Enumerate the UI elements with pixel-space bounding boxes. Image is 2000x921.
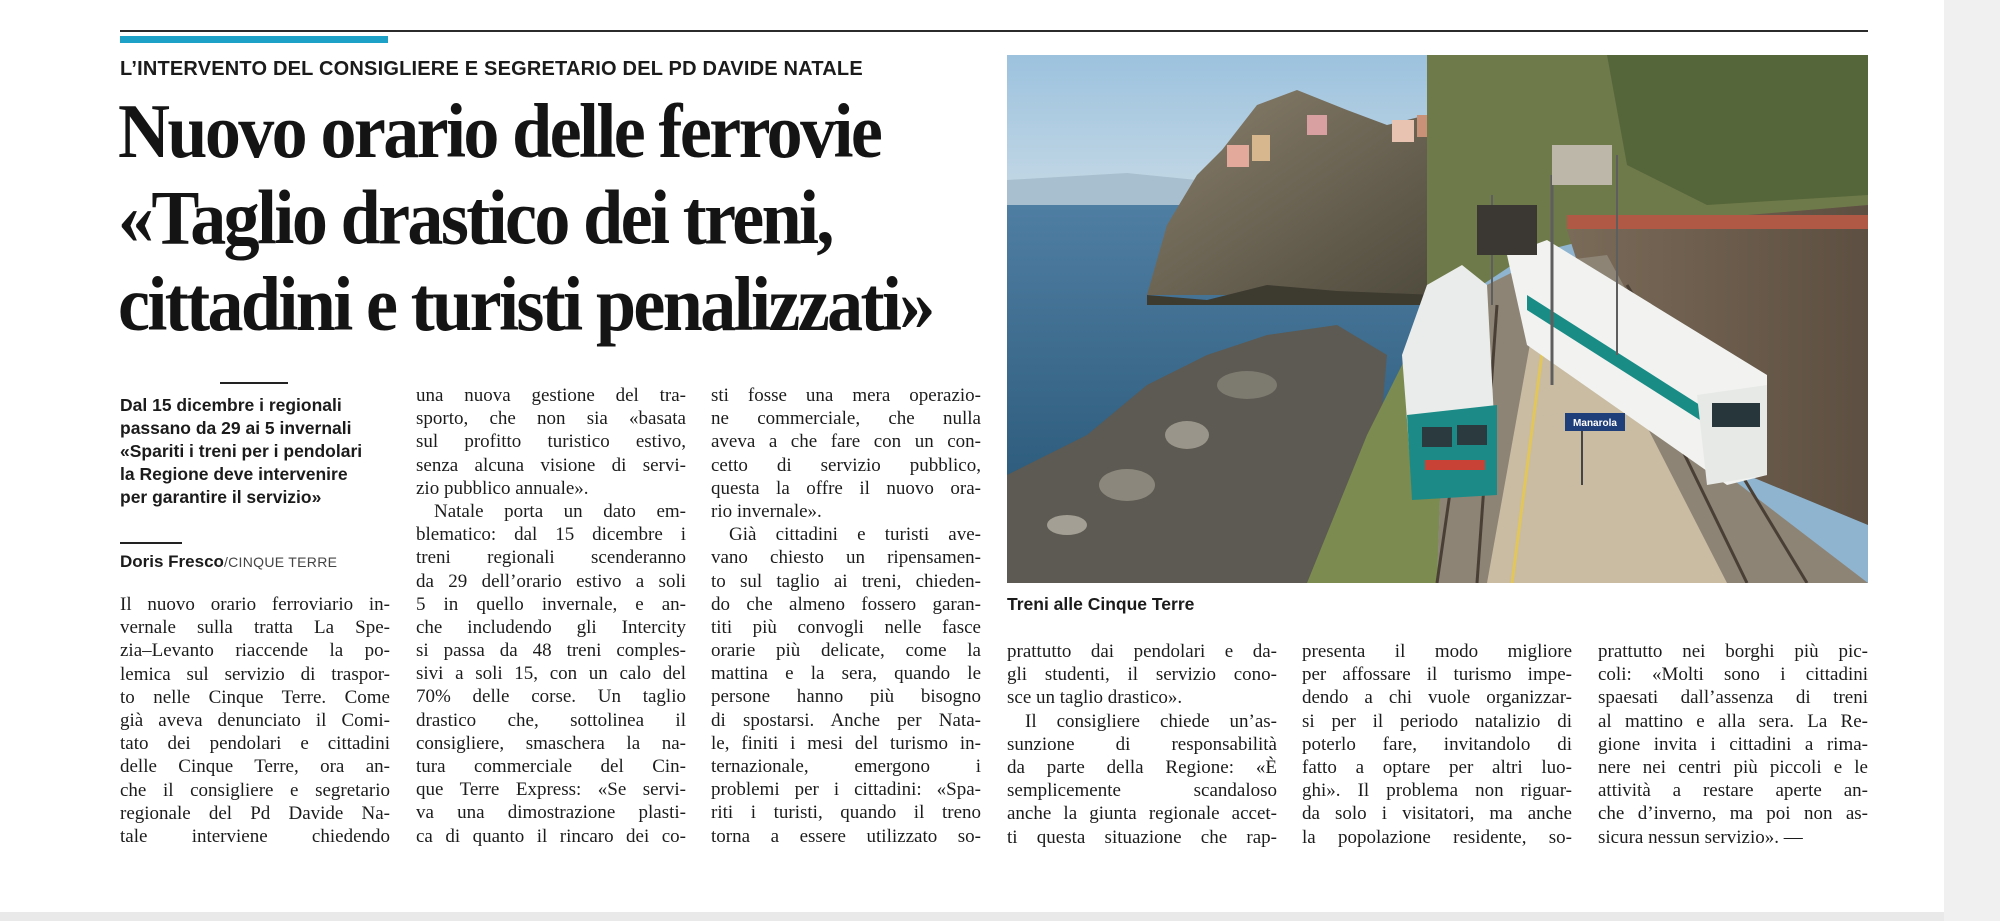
text-line: blematico: dal 15 dicembre i: [416, 524, 686, 546]
text-line: sce un taglio drastico».: [1007, 687, 1183, 709]
text-line: persone hanno più bisogno: [711, 686, 981, 708]
text-line: zia–Levanto riaccende la po-: [120, 640, 390, 662]
headline: [118, 88, 998, 347]
text-line: problemi per i cittadini: «Spa-: [711, 779, 981, 801]
text-line: una nuova gestione del tra-: [416, 385, 686, 406]
byline: [120, 552, 410, 572]
station-building: [1552, 145, 1612, 185]
train-window: [1457, 425, 1487, 445]
text-line: per affossare il turismo impe-: [1302, 664, 1572, 686]
rock: [1047, 515, 1087, 535]
text-line: coli: «Molti sono i cittadini: [1598, 664, 1868, 686]
deck-line: passano da 29 ai 5 invernali: [120, 418, 352, 438]
text-line: dendo a chi vuole organizzar-: [1302, 687, 1572, 709]
text-line: titi più convogli nelle fasce: [711, 616, 981, 638]
text-line: vano chiesto un ripensamen-: [711, 547, 981, 569]
text-line: drastico che, sottolinea il: [416, 709, 686, 731]
text-line: nere nei centri più piccoli e le: [1598, 756, 1868, 778]
house: [1307, 115, 1327, 135]
text-line: tura commerciale del Cin-: [416, 756, 686, 777]
text-line: zio pubblico annuale».: [416, 477, 589, 499]
text-line: ghi». Il problema non riguar-: [1302, 780, 1572, 802]
article-column-3: [711, 384, 981, 848]
text-line: sivi a soli 15, con un calo del: [416, 663, 686, 685]
article-column-4: [1007, 640, 1277, 849]
text-line: regionale del Pd Davide Na-: [120, 802, 390, 824]
text-line: mattina e la sera, quando le: [711, 663, 981, 685]
left-train-front: [1407, 405, 1497, 500]
byline-rule: [120, 542, 182, 544]
text-line: sunzione di responsabilità: [1007, 733, 1277, 755]
headline-line: «Taglio drastico dei treni,: [118, 174, 832, 261]
text-line: delle Cinque Terre, ora an-: [120, 756, 390, 778]
text-line: poterlo fare, invitandolo di: [1302, 733, 1572, 755]
text-line: anche la giunta regionale accet-: [1007, 803, 1277, 825]
text-line: sicura nessun servizio». —: [1598, 826, 1803, 848]
accent-bar: [120, 36, 388, 43]
text-line: 70% delle corse. Un taglio: [416, 686, 686, 708]
byline-author: Doris Fresco: [120, 552, 224, 571]
kicker: L’INTERVENTO DEL CONSIGLIERE E SEGRETARIO DEL PD DAVIDE NATALE: [120, 58, 863, 80]
text-line: ternazionale, emergono i: [711, 756, 981, 777]
train-stripe: [1425, 460, 1485, 470]
text-line: semplicemente scandaloso: [1007, 780, 1277, 802]
byline-location: /CINQUE TERRE: [223, 554, 338, 570]
article-column-5: [1302, 640, 1572, 849]
photo-illustration: [1007, 55, 1868, 583]
text-line: Già cittadini e turisti ave-: [729, 524, 981, 546]
text-line: al mattino e alla sera. La Re-: [1598, 710, 1868, 732]
text-line: gione invita i cittadini a rima-: [1598, 733, 1868, 755]
top-rule: [120, 30, 1868, 32]
text-line: di spostarsi. Anche per Nata-: [711, 709, 981, 731]
text-line: riti i turisti, quando il treno: [711, 802, 981, 824]
deck-line: Dal 15 dicembre i regionali: [120, 395, 342, 415]
deck-line: la Regione deve intervenire: [120, 464, 348, 484]
text-line: rio invernale».: [711, 500, 822, 522]
text-line: da solo i visitatori, ma anche: [1302, 803, 1572, 825]
text-line: consigliere, smaschera la na-: [416, 732, 686, 754]
text-line: ne commerciale, che nulla: [711, 408, 981, 430]
text-line: aveva a che fare con un con-: [711, 431, 981, 453]
train-window: [1712, 403, 1760, 427]
rock: [1217, 371, 1277, 399]
text-line: cetto di servizio pubblico,: [711, 454, 981, 476]
text-line: da parte della Regione: «È: [1007, 756, 1277, 778]
page-gutter: [1944, 0, 2000, 921]
train-window: [1422, 427, 1452, 447]
text-line: to sul taglio ai treni, chieden-: [711, 570, 981, 592]
text-line: tale interviene chiedendo: [120, 825, 390, 847]
text-line: presenta il modo migliore: [1302, 641, 1572, 662]
deck: [120, 394, 390, 509]
text-line: che includendo gli Intercity: [416, 616, 686, 638]
text-line: torna a essere utilizzato so-: [711, 825, 981, 847]
text-line: sporto, che non sia «basata: [416, 408, 686, 430]
rock: [1099, 469, 1155, 501]
article-photo: [1007, 55, 1868, 583]
text-line: sti fosse una mera operazio-: [711, 385, 981, 406]
text-line: questa la offre il nuovo ora-: [711, 477, 981, 499]
headline-line: cittadini e turisti penalizzati»: [118, 260, 933, 348]
text-line: si per il periodo natalizio di: [1302, 710, 1572, 732]
text-line: Natale porta un dato em-: [434, 500, 686, 522]
text-line: to nelle Cinque Terre. Come: [120, 686, 390, 708]
article-column-1: [120, 593, 390, 848]
text-line: lemica sul servizio di traspor-: [120, 663, 390, 685]
right-train-front: [1697, 385, 1767, 485]
headline-line: Nuovo orario delle ferrovie: [118, 88, 881, 175]
text-line: 5 in quello invernale, e an-: [416, 593, 686, 615]
text-line: Il nuovo orario ferroviario in-: [120, 594, 390, 615]
deck-line: «Spariti i treni per i pendolari: [120, 441, 363, 461]
text-line: che d’inverno, ma poi non as-: [1598, 803, 1868, 825]
wall-cap: [1567, 215, 1868, 229]
text-line: fatto a optare per altri luo-: [1302, 756, 1572, 778]
article-column-6: [1598, 640, 1868, 849]
deck-line: per garantire il servizio»: [120, 487, 322, 507]
text-line: prattutto dai pendolari e da-: [1007, 641, 1277, 662]
text-line: do che almeno fossero garan-: [711, 593, 981, 615]
station-sign-text: Manarola: [1573, 418, 1617, 429]
text-line: sul profitto turistico estivo,: [416, 431, 686, 453]
text-line: da 29 dell’orario estivo a soli: [416, 570, 686, 592]
text-line: gli studenti, il servizio cono-: [1007, 664, 1277, 686]
deck-rule: [220, 382, 288, 384]
tunnel: [1477, 205, 1537, 255]
house: [1227, 145, 1249, 167]
text-line: prattutto nei borghi più pic-: [1598, 641, 1868, 662]
text-line: senza alcuna visione di servi-: [416, 454, 686, 476]
text-line: la popolazione residente, so-: [1302, 826, 1572, 848]
text-line: attività a restare aperte an-: [1598, 780, 1868, 802]
text-line: va una dimostrazione plasti-: [416, 802, 686, 824]
house: [1392, 120, 1414, 142]
text-line: vernale sulla tratta La Spe-: [120, 617, 390, 639]
text-line: ca di quanto il rincaro dei co-: [416, 825, 686, 847]
text-line: che il consigliere e segretario: [120, 779, 390, 801]
text-line: tato dei pendolari e cittadini: [120, 733, 390, 755]
text-line: le, finiti i mesi del turismo in-: [711, 732, 981, 754]
text-line: spaesati dall’assenza di treni: [1598, 687, 1868, 709]
text-line: treni regionali scenderanno: [416, 547, 686, 569]
text-line: orarie più delicate, come la: [711, 640, 981, 662]
text-line: si passa da 48 treni comples-: [416, 640, 686, 662]
text-line: Il consigliere chiede un’as-: [1025, 710, 1277, 732]
house: [1252, 135, 1270, 161]
text-line: que Terre Express: «Se servi-: [416, 779, 686, 801]
text-line: già aveva denunciato il Comi-: [120, 709, 390, 731]
article-column-2: [416, 384, 686, 848]
rock: [1165, 421, 1209, 449]
photo-caption: Treni alle Cinque Terre: [1007, 594, 1195, 614]
text-line: ti questa situazione che rap-: [1007, 826, 1277, 848]
